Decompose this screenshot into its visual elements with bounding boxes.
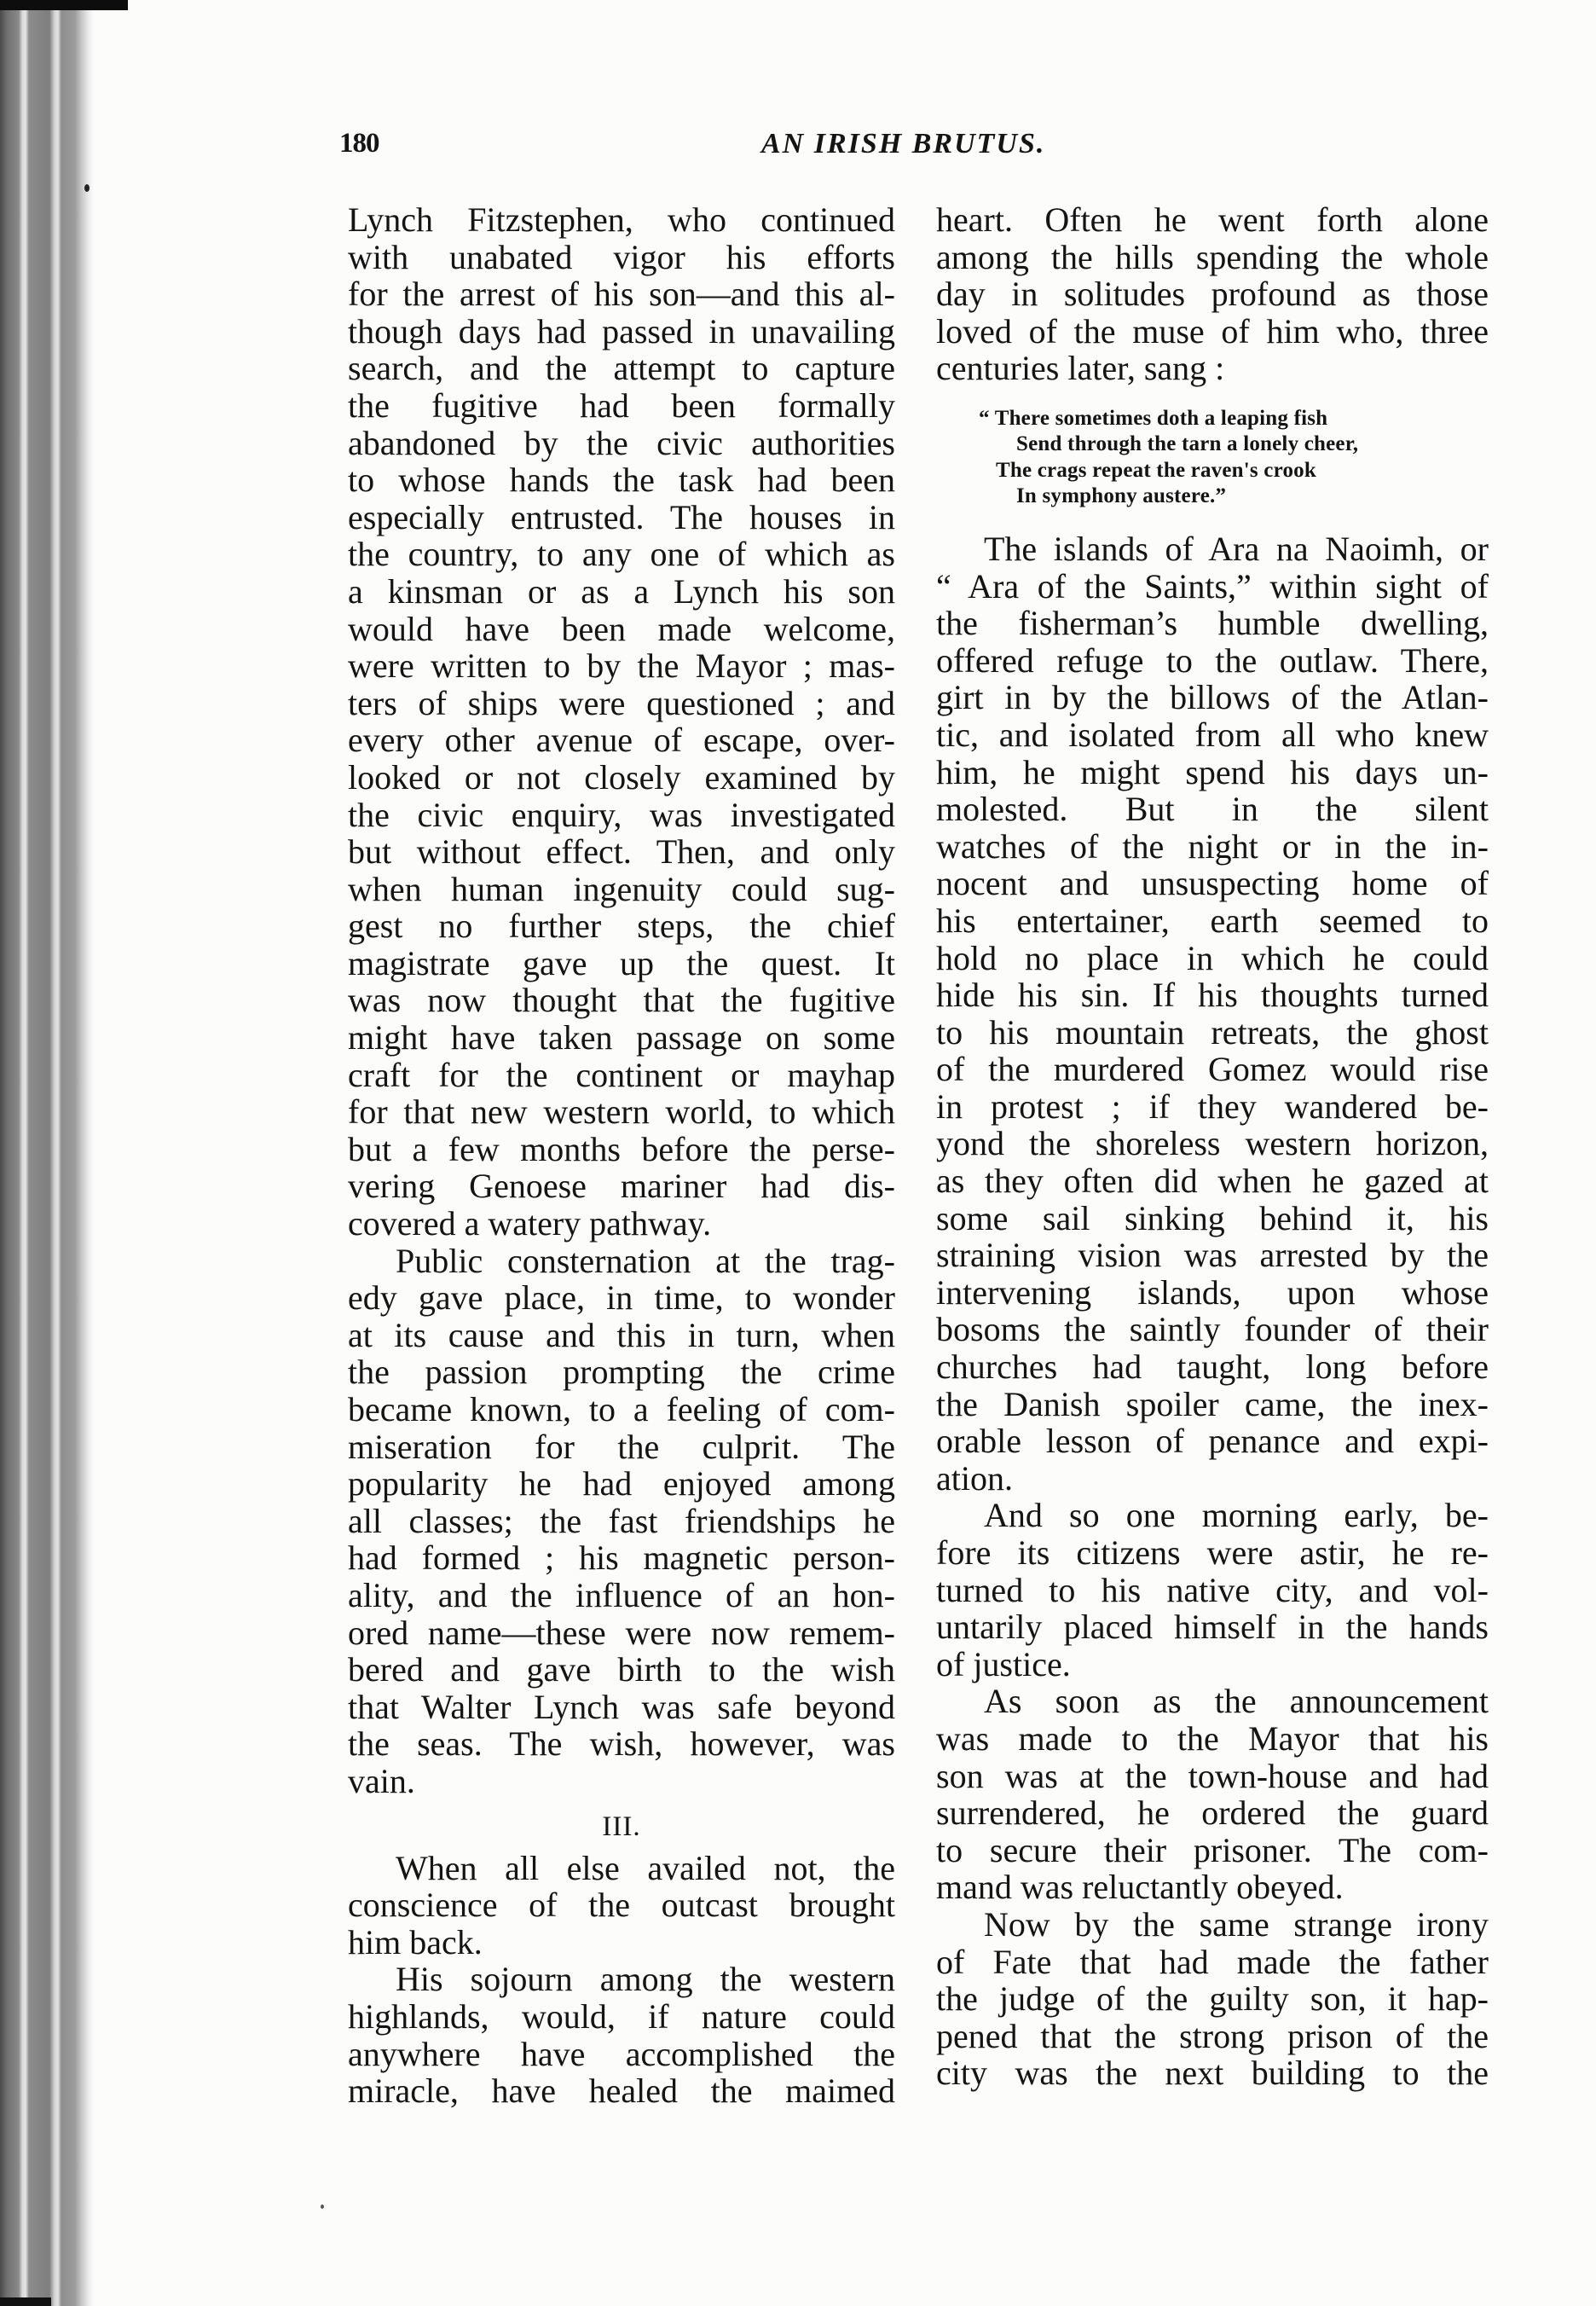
text-line: city was the next building to the bbox=[936, 2054, 1489, 2093]
text-line: with unabated vigor his efforts bbox=[348, 237, 895, 276]
text-line: the judge of the guilty son, it hap- bbox=[936, 1979, 1489, 2019]
ink-speck bbox=[84, 184, 90, 192]
text-line: Public consternation at the trag- bbox=[396, 1241, 895, 1280]
text-line: His sojourn among the western bbox=[396, 1960, 895, 1999]
text-line: but without effect. Then, and only bbox=[348, 832, 895, 872]
text-line: girt in by the billows of the Atlan- bbox=[936, 678, 1489, 717]
text-line: molested. But in the silent bbox=[936, 790, 1489, 829]
text-line: highlands, would, if nature could bbox=[348, 1996, 895, 2036]
text-line: heart. Often he went forth alone bbox=[936, 200, 1489, 239]
ink-speck bbox=[321, 2205, 324, 2209]
text-line: among the hills spending the whole bbox=[936, 237, 1489, 276]
poem-line: The crags repeat the raven's crook bbox=[996, 458, 1316, 482]
text-line: looked or not closely examined by bbox=[348, 757, 895, 797]
paragraph bbox=[936, 530, 1489, 1497]
text-line: when human ingenuity could sug- bbox=[348, 869, 895, 908]
text-line: magistrate gave up the quest. It bbox=[348, 943, 895, 982]
text-line: search, and the attempt to capture bbox=[348, 349, 895, 388]
text-line: to his mountain retreats, the ghost bbox=[936, 1012, 1489, 1052]
text-line: And so one morning early, be- bbox=[984, 1496, 1489, 1535]
text-line: pened that the strong prison of the bbox=[936, 2016, 1489, 2055]
poem-line: Send through the tarn a lonely cheer, bbox=[1016, 432, 1359, 456]
text-line: day in solitudes profound as those bbox=[936, 275, 1489, 314]
text-line: abandoned by the civic authorities bbox=[348, 423, 895, 462]
text-line: surrendered, he ordered the guard bbox=[936, 1793, 1489, 1833]
text-line: as they often did when he gazed at bbox=[936, 1162, 1489, 1201]
text-line: the passion prompting the crime bbox=[348, 1353, 895, 1392]
text-line: mand was reluctantly obeyed. bbox=[936, 1868, 1344, 1907]
text-line: ality, and the influence of an hon- bbox=[348, 1575, 895, 1614]
running-title: AN IRISH BRUTUS. bbox=[761, 128, 1046, 159]
text-line: churches had taught, long before bbox=[936, 1347, 1489, 1387]
text-line: son was at the town-house and had bbox=[936, 1756, 1489, 1795]
text-line: would have been made welcome, bbox=[348, 609, 895, 648]
text-line: nocent and unsuspecting home of bbox=[936, 864, 1489, 903]
text-line: ation. bbox=[936, 1458, 1013, 1498]
text-line: hide his sin. If his thoughts turned bbox=[936, 976, 1489, 1015]
text-line: the seas. The wish, however, was bbox=[348, 1724, 895, 1764]
text-line: of justice. bbox=[936, 1644, 1071, 1683]
paragraph bbox=[936, 201, 1489, 387]
text-line: for that new western world, to which bbox=[348, 1092, 895, 1132]
paragraph bbox=[348, 1850, 895, 1961]
text-line: his entertainer, earth seemed to bbox=[936, 901, 1489, 940]
text-line: vain. bbox=[348, 1761, 415, 1800]
text-line: the Danish spoiler came, the inex- bbox=[936, 1384, 1489, 1423]
text-line: straining vision was arrested by the bbox=[936, 1236, 1489, 1275]
text-line: edy gave place, in time, to wonder bbox=[348, 1278, 895, 1318]
page-number: 180 bbox=[339, 128, 379, 159]
text-line: loved of the muse of him who, three bbox=[936, 311, 1489, 351]
paragraph bbox=[936, 1683, 1489, 1906]
scan-edge-top bbox=[0, 0, 128, 10]
poem-quotation bbox=[936, 406, 1489, 510]
text-line: bosoms the saintly founder of their bbox=[936, 1310, 1489, 1349]
text-line: The islands of Ara na Naoimh, or bbox=[984, 529, 1489, 568]
text-line: some sail sinking behind it, his bbox=[936, 1198, 1489, 1237]
text-line: craft for the continent or mayhap bbox=[348, 1055, 895, 1094]
text-line: intervening islands, upon whose bbox=[936, 1272, 1489, 1312]
scan-edge-bottom bbox=[0, 2297, 51, 2306]
text-line: conscience of the outcast brought bbox=[348, 1886, 895, 1925]
text-line: him, he might spend his days un- bbox=[936, 752, 1489, 791]
text-line: offered refuge to the outlaw. There, bbox=[936, 640, 1489, 680]
book-binding-gutter bbox=[0, 0, 94, 2306]
text-line: watches of the night or in the in- bbox=[936, 826, 1489, 866]
text-line: As soon as the announcement bbox=[984, 1682, 1489, 1721]
text-line: hold no place in which he could bbox=[936, 938, 1489, 977]
text-line: for the arrest of his son—and this al- bbox=[348, 275, 895, 314]
text-line: him back. bbox=[348, 1922, 483, 1961]
section-heading: III. bbox=[602, 1811, 641, 1842]
paragraph bbox=[936, 1906, 1489, 2092]
poem-line: In symphony austere.” bbox=[1016, 484, 1227, 508]
text-line: became known, to a feeling of com- bbox=[348, 1390, 895, 1428]
text-line: Now by the same strange irony bbox=[984, 1904, 1489, 1944]
text-line: tic, and isolated from all who knew bbox=[936, 715, 1489, 754]
text-line: but a few months before the perse- bbox=[348, 1129, 895, 1168]
text-line: especially entrusted. The houses in bbox=[348, 497, 895, 536]
text-line: was made to the Mayor that his bbox=[936, 1718, 1489, 1758]
text-line: turned to his native city, and vol- bbox=[936, 1570, 1489, 1609]
right-column bbox=[936, 201, 1489, 2092]
paragraph bbox=[936, 1497, 1489, 1683]
text-line: ters of ships were questioned ; and bbox=[348, 683, 895, 722]
text-line: every other avenue of escape, over- bbox=[348, 721, 895, 760]
text-line: anywhere have accomplished the bbox=[348, 2034, 895, 2073]
text-line: might have taken passage on some bbox=[348, 1018, 895, 1057]
paragraph bbox=[348, 201, 895, 1243]
text-line: the country, to any one of which as bbox=[348, 535, 895, 574]
text-line: the fugitive had been formally bbox=[348, 385, 895, 425]
left-column bbox=[348, 201, 895, 2110]
text-line: was now thought that the fugitive bbox=[348, 981, 895, 1020]
text-line: bered and gave birth to the wish bbox=[348, 1650, 895, 1689]
text-line: gest no further steps, the chief bbox=[348, 907, 895, 946]
text-line: a kinsman or as a Lynch his son bbox=[348, 571, 895, 611]
text-line: had formed ; his magnetic person- bbox=[348, 1538, 895, 1578]
text-line: the civic enquiry, was investigated bbox=[348, 795, 895, 834]
paragraph bbox=[348, 1243, 895, 1800]
text-line: the fisherman’s humble dwelling, bbox=[936, 604, 1489, 643]
text-line: to secure their prisoner. The com- bbox=[936, 1830, 1489, 1869]
text-line: that Walter Lynch was safe beyond bbox=[348, 1687, 895, 1726]
text-line: at its cause and this in turn, when bbox=[348, 1315, 895, 1354]
text-line: yond the shoreless western horizon, bbox=[936, 1124, 1489, 1163]
text-line: were written to by the Mayor ; mas- bbox=[348, 646, 895, 686]
poem-line: “ There sometimes doth a leaping fish bbox=[979, 406, 1328, 430]
text-line: orable lesson of penance and expi- bbox=[936, 1422, 1489, 1461]
text-line: ored name—these were now remem- bbox=[348, 1613, 895, 1652]
text-line: covered a watery pathway. bbox=[348, 1204, 712, 1243]
text-line: untarily placed himself in the hands bbox=[936, 1608, 1489, 1647]
text-line: centuries later, sang : bbox=[936, 349, 1225, 388]
text-line: When all else availed not, the bbox=[396, 1848, 895, 1887]
text-line: miseration for the culprit. The bbox=[348, 1427, 895, 1466]
text-line: “ Ara of the Saints,” within sight of bbox=[936, 566, 1489, 605]
text-line: popularity he had enjoyed among bbox=[348, 1464, 895, 1504]
text-line: to whose hands the task had been bbox=[348, 461, 895, 500]
text-line: fore its citizens were astir, he re- bbox=[936, 1533, 1489, 1572]
text-line: of Fate that had made the father bbox=[936, 1942, 1489, 1981]
text-line: vering Genoese mariner had dis- bbox=[348, 1167, 895, 1206]
text-line: though days had passed in unavailing bbox=[348, 311, 895, 351]
text-line: miracle, have healed the maimed bbox=[348, 2071, 895, 2111]
text-line: in protest ; if they wandered be- bbox=[936, 1086, 1489, 1126]
text-line: Lynch Fitzstephen, who continued bbox=[348, 200, 895, 239]
paragraph bbox=[348, 1961, 895, 2109]
running-header bbox=[339, 128, 1489, 171]
text-line: of the murdered Gomez would rise bbox=[936, 1050, 1489, 1089]
text-line: all classes; the fast friendships he bbox=[348, 1501, 895, 1540]
